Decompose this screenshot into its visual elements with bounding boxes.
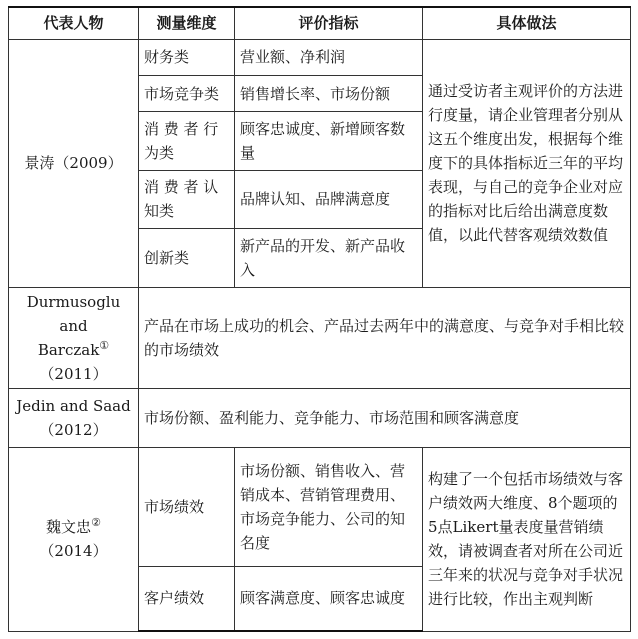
indicator-cell: 市场份额、销售收入、营销成本、营销管理费用、市场竞争能力、公司的知名度	[235, 447, 423, 566]
author-year: （2012）	[39, 421, 108, 440]
author-durmusoglu	[9, 287, 139, 389]
table-row	[9, 389, 631, 447]
header-method: 具体做法	[423, 7, 631, 39]
indicator-cell: 新产品的开发、新产品收入	[235, 229, 423, 287]
marketing-performance-table	[8, 6, 631, 632]
author-jedin	[9, 389, 139, 447]
footnote-mark: ①	[99, 339, 110, 353]
content-jedin: 市场份额、盈利能力、竞争能力、市场范围和顾客满意度	[139, 389, 631, 447]
indicator-cell: 销售增长率、市场份额	[235, 76, 423, 112]
dimension-cell: 客户绩效	[139, 566, 235, 631]
header-row	[9, 7, 631, 39]
indicator-cell: 顾客忠诚度、新增顾客数量	[235, 112, 423, 170]
author-year: （2011）	[39, 365, 108, 384]
method-wei: 构建了一个包括市场绩效与客户绩效两大维度、8个题项的5点Likert量表度量营销绩效，请被调查者对所在公司近三年来的状况与竞争对手状况进行比较，作出主观判断	[423, 447, 631, 631]
table-row	[9, 287, 631, 389]
dimension-cell: 市场绩效	[139, 447, 235, 566]
author-wei	[9, 447, 139, 631]
table-row	[9, 39, 631, 75]
author-name-line2: Barczak	[37, 341, 100, 360]
author-year: （2014）	[39, 542, 108, 561]
header-indicator: 评价指标	[235, 7, 423, 39]
author-jing: 景涛（2009）	[9, 39, 139, 287]
indicator-cell: 品牌认知、品牌满意度	[235, 170, 423, 228]
content-durmusoglu: 产品在市场上成功的机会、产品过去两年中的满意度、与竞争对手相比较的市场绩效	[139, 287, 631, 389]
dimension-cell: 财务类	[139, 39, 235, 75]
dimension-cell: 市场竞争类	[139, 76, 235, 112]
author-name: 魏文忠	[46, 518, 92, 537]
indicator-cell: 顾客满意度、顾客忠诚度	[235, 566, 423, 631]
dimension-cell: 创新类	[139, 229, 235, 287]
table-row	[9, 447, 631, 566]
method-jing: 通过受访者主观评价的方法进行度量，请企业管理者分别从这五个维度出发，根据每个维度下的具体指标近三年的平均表现，与自己的竞争企业对应的指标对比后给出满意度数值，以此代替客观绩效数值	[423, 39, 631, 287]
author-name: Jedin and Saad	[16, 397, 131, 416]
author-name-line1: Durmusoglu and	[26, 293, 121, 336]
dimension-cell: 消 费 者 认知类	[139, 170, 235, 228]
dimension-cell: 消 费 者 行为类	[139, 112, 235, 170]
header-dimension: 测量维度	[139, 7, 235, 39]
footnote-mark: ②	[91, 516, 101, 530]
header-representative: 代表人物	[9, 7, 139, 39]
indicator-cell: 营业额、净利润	[235, 39, 423, 75]
